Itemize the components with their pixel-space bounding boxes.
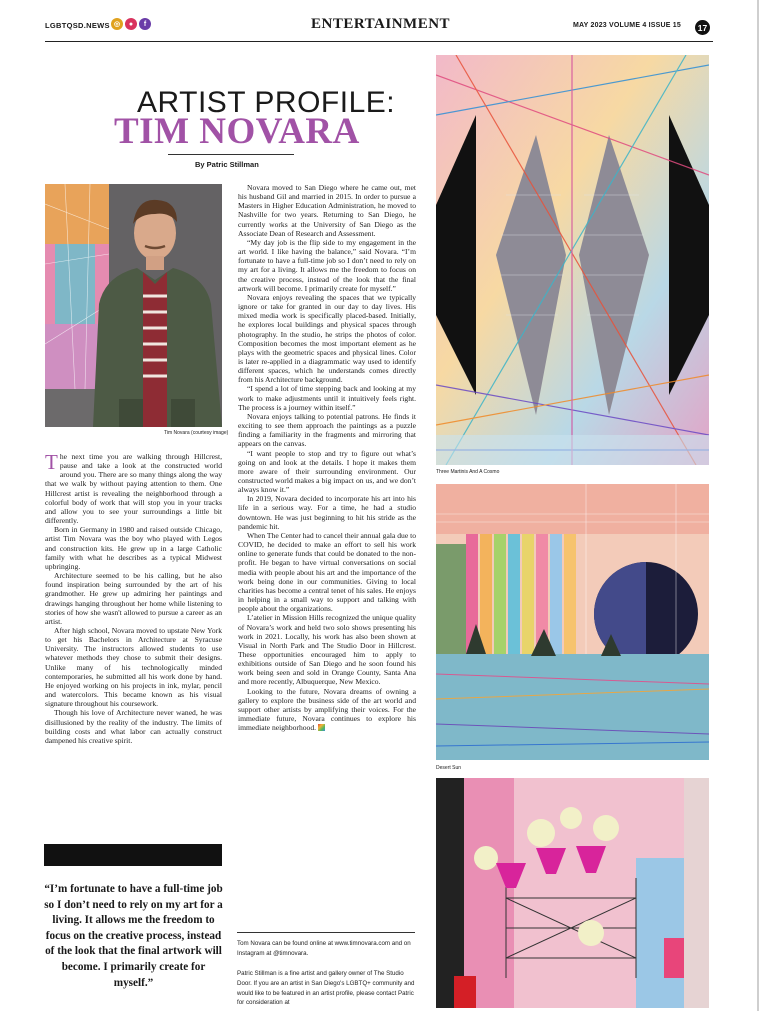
article-kicker: ARTIST PROFILE: [137, 86, 396, 119]
footnote-rule [237, 932, 415, 933]
paragraph: After high school, Novara moved to upstate New York to get his Bachelors in Architecture at Syracuse University. The instructors allowed students to use whatever methods they chose to submit their designs. Unlike many of his technologically minded contemporaries, he submitted all his work done by hand. He enjoyed working on his projects in ink, mylar, pencil and watercolors. This became known as his visual signature throughout his coursework. [45, 625, 222, 709]
paragraph: Architecture seemed to be his calling, but he also found inspiration being surrounded by the art of his grandmother. He grew up admiring her paintings and drawings hanging throughout her home while listening to stories of how she wasn't allowed to pursue a career as an artist. [45, 571, 222, 626]
social-icons [111, 18, 151, 30]
paragraph: Born in Germany in 1980 and raised outside Chicago, artist Tim Novara was the boy who played with Legos and construction kits. He grew up in a large Catholic family with what he describes as a typical Midwest upbringing. [45, 525, 222, 571]
paragraph: In 2019, Novara decided to incorporate his art into his life in a serious way. For a time, he had a studio downtown. He was just beginning to hit his stride as the pandemic hit. [238, 494, 416, 531]
artwork-desert-sun [436, 484, 709, 760]
camera-icon[interactable]: ● [125, 18, 137, 30]
byline: By Patric Stillman [195, 160, 259, 169]
paragraph: L’atelier in Mission Hills recognized the unique quality of Novara’s work and held two solo shows presenting his work in 2021. Locally, his work has also been shown at Visual in North Park and The Studio Door in Hillcrest. These opportunities encouraged him to apply to exhibitions outside of San Diego and he soon found his work being seen and sold in Orange County, Santa Ana and more recently, Albuquerque, New Mexico. [238, 613, 416, 687]
artwork-caption: Desert Sun [436, 765, 462, 771]
issue-info: MAY 2023 VOLUME 4 ISSUE 15 [573, 22, 681, 29]
artwork-untitled [436, 778, 709, 1008]
artwork-untitled-image [436, 778, 709, 1008]
portrait-caption: Tim Novara (courtesy image) [164, 430, 229, 436]
pull-quote-bar [44, 844, 222, 866]
rainbow-end-mark-icon [318, 724, 325, 731]
artist-portrait-illustration [45, 184, 222, 427]
left-column [45, 452, 222, 745]
artwork-three-martinis [436, 55, 709, 465]
title-rule [168, 154, 294, 155]
paragraph: Novara moved to San Diego where he came out, met his husband Gil and married in 2015. In order to pursue a Masters in Higher Education Administration, he moved to Nashville for two years. Returning to San Diego, he currently works at the University of San Diego as the Associate Dean of Research and Assessment. [238, 183, 416, 238]
footnote-author: Patric Stillman is a fine artist and gallery owner of The Studio Door. If you are an artist in San Diego's LGBTQ+ community and would like to be featured in an artist profile, please contact Patric for consideration at [237, 970, 415, 1007]
page-number: 17 [695, 20, 710, 35]
footnote-links: Tom Novara can be found online at www.timnovara.com and on Instagram at @timnovara. [237, 940, 411, 957]
drop-cap: T [45, 450, 58, 474]
paragraph: The next time you are walking through Hillcrest, pause and take a look at the constructed world around you. There are so many things along the way that we walk by without paying attention to them. One Hillcrest artist is revealing the neighborhood through a colorful body of work that will stop you in your tracks and allow you to see your surroundings a little bit differently. [45, 450, 222, 526]
paragraph: Though his love of Architecture never waned, he was disillusioned by the reality of the industry. The limits of building costs and what labor can actually construct dampened his creative spirit. [45, 708, 222, 745]
paragraph: Looking to the future, Novara dreams of owning a gallery to explore the business side of the art world and support other artists by amplifying their voices. For the immediate future, Novara continues to explore his immediate neighborhood. [238, 686, 416, 733]
artwork-desert-sun-image [436, 484, 709, 760]
article-title: TIM NOVARA [114, 111, 360, 152]
pull-quote: “I’m fortunate to have a full-time job so I don’t need to rely on my art for a living. It allows me the freedom to focus on the creative process, instead of the look that the final artwork will become. I primarily create for myself.” [44, 883, 223, 989]
section-title: ENTERTAINMENT [311, 16, 451, 32]
header-rule [45, 41, 713, 42]
paragraph: “My day job is the flip side to my engagement in the art world. I like having the balance,” said Novara. “I’m fortunate to have a full-time job so I don’t need to rely on my art for a living. It allows me the freedom to focus on the creative process, instead of the look that the final artwork will become. I primarily create for myself.” [238, 237, 416, 293]
artist-portrait [45, 184, 222, 427]
site-name: LGBTQSD.NEWS [45, 21, 110, 30]
paragraph: “I want people to stop and try to figure out what’s going on and look at the details. I hope it makes them more aware of their surrounding environment. Our constructed world makes a big impact on us, and we don’t always know it.” [238, 448, 416, 495]
paragraph: Novara enjoys revealing the spaces that we typically ignore or take for granted in our day to day lives. His mixed media work is specifically placed-based. Initially, he explores local buildings and physical spaces through photography. In the studio, he strips the photos of color. Composition becomes the most important element as he plays with the geometric spaces and physical lines. Color is later re-applied in a diagrammatic way used to identify different spaces, which he understands comes directly from his Architecture background. [238, 292, 416, 385]
right-column [238, 183, 416, 732]
instagram-icon[interactable]: ◎ [111, 18, 123, 30]
paragraph: Novara enjoys talking to potential patrons. He finds it exciting to see them approach the paintings as a puzzle finding a familiarity in the fragments and mirroring that appears on the canvas. [238, 411, 416, 449]
facebook-icon[interactable]: f [139, 18, 151, 30]
paragraph: When The Center had to cancel their annual gala due to COVID, he decided to make an effort to sell his work online to generate funds that could be donated to the non-profit. He began to have virtual conversations on social media with people about his art and the importance of the work being done in our communities. Giving to local charities has become a central tenet of his sales. He enjoys in helping in a small way to support and talking with people about the organizations. [238, 530, 416, 614]
artwork-three-martinis-image [436, 55, 709, 465]
artwork-caption: Three Martinis And A Cosmo [436, 469, 500, 475]
paragraph: “I spend a lot of time stepping back and looking at my work to make adjustments until it intuitively feels right. The process is a journey within itself.” [238, 384, 416, 412]
